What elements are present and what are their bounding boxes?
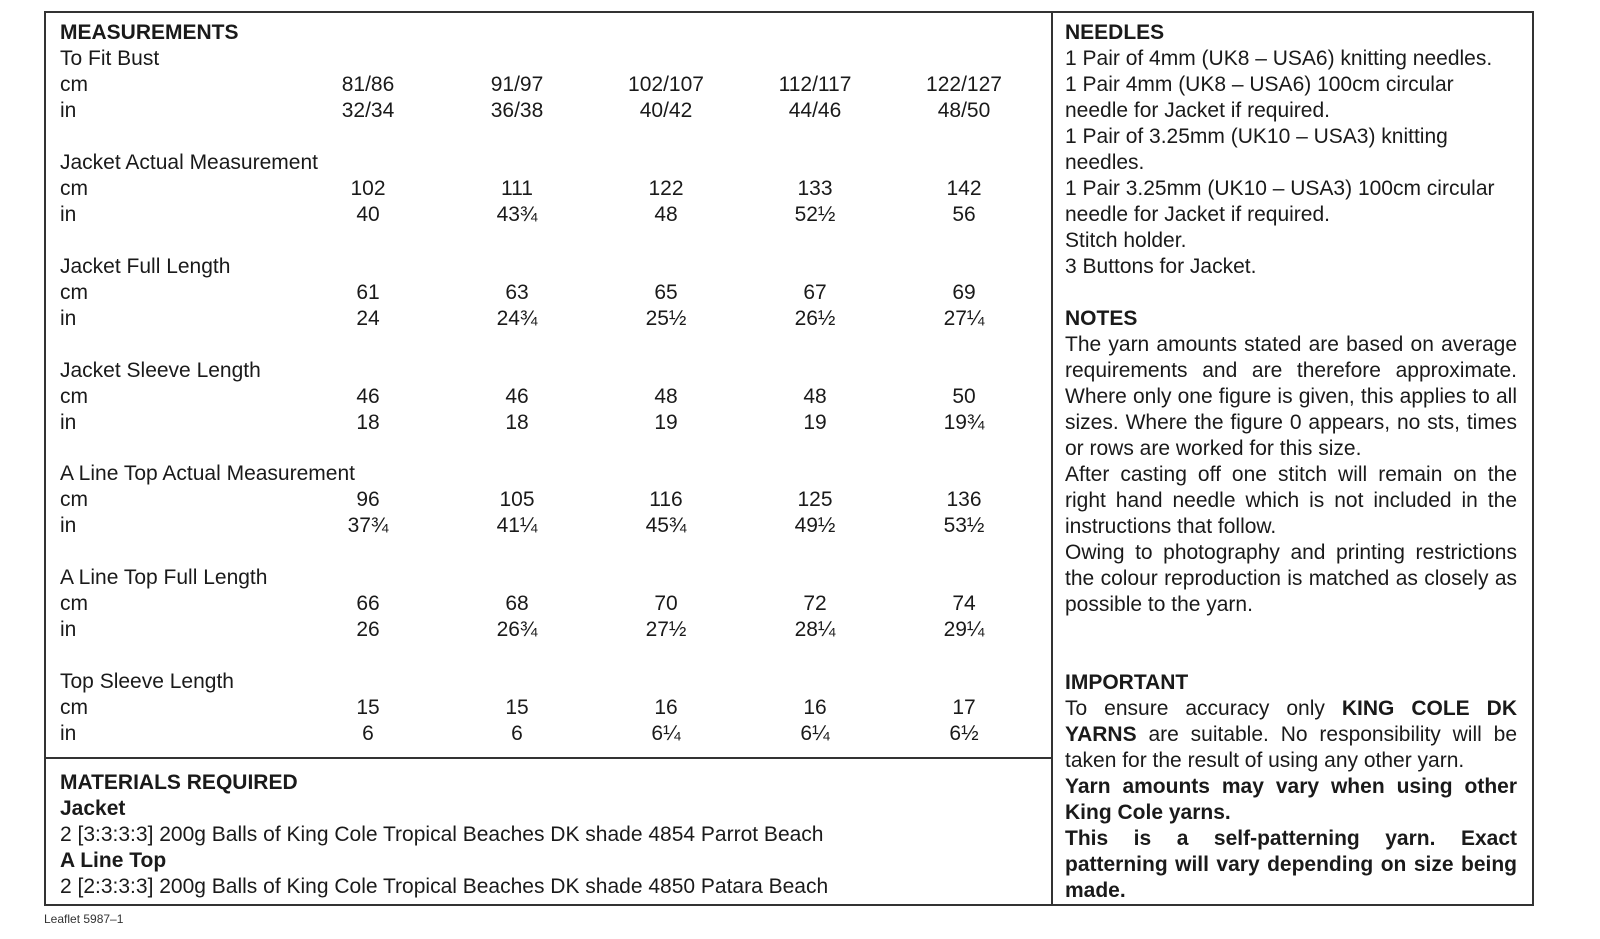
unit-in: in [60, 722, 77, 745]
value-cm: 133 [797, 177, 833, 200]
value-in: 24 [356, 307, 380, 330]
jacket-label: Jacket [60, 797, 126, 820]
unit-cm: cm [60, 73, 88, 96]
leaflet-footer: Leaflet 5987–1 [44, 912, 124, 926]
value-cm: 102 [350, 177, 386, 200]
unit-cm: cm [60, 488, 88, 511]
needles-heading: NEEDLES [1065, 21, 1165, 44]
needle-item: Stitch holder. [1065, 229, 1187, 252]
value-cm: 136 [946, 488, 982, 511]
notes-section [1065, 306, 1517, 618]
measurements-heading: MEASUREMENTS [60, 21, 239, 44]
value-in: 56 [952, 203, 976, 226]
value-cm: 15 [356, 696, 380, 719]
value-in: 19¾ [943, 411, 985, 434]
size-in: 44/46 [788, 99, 842, 122]
size-cm: 122/127 [926, 73, 1002, 96]
important-brand: KING COLE DK YARNS [1065, 697, 1517, 746]
value-cm: 116 [649, 488, 683, 511]
measurement-label: Jacket Actual Measurement [60, 151, 318, 174]
important-heading: IMPORTANT [1065, 671, 1189, 694]
value-cm: 46 [356, 385, 380, 408]
value-in: 19 [654, 411, 678, 434]
value-cm: 105 [499, 488, 535, 511]
value-in: 6½ [949, 722, 979, 745]
value-in: 29¼ [943, 618, 985, 641]
value-cm: 63 [505, 281, 529, 304]
fit-bust-label: To Fit Bust [60, 47, 160, 70]
unit-cm: cm [60, 177, 88, 200]
value-in: 24¾ [496, 307, 538, 330]
value-cm: 16 [654, 696, 678, 719]
value-cm: 68 [505, 592, 529, 615]
value-cm: 65 [654, 281, 678, 304]
measurement-label: Jacket Sleeve Length [60, 359, 261, 382]
value-in: 53½ [943, 514, 985, 537]
important-paragraph [1065, 696, 1517, 774]
value-cm: 61 [356, 281, 380, 304]
unit-cm: cm [60, 281, 88, 304]
value-in: 19 [803, 411, 827, 434]
notes-paragraph: The yarn amounts stated are based on average requirements and are therefore approximate. Where only one figure is given, this applies to all sizes. Where the figure 0 appears, no sts, times or rows are worked for this size. [1065, 333, 1517, 460]
value-in: 18 [505, 411, 529, 434]
value-cm: 70 [654, 592, 678, 615]
size-in: 48/50 [937, 99, 991, 122]
measurement-label: Top Sleeve Length [60, 670, 234, 693]
needle-item: 1 Pair 3.25mm (UK10 – USA3) 100cm circular needle for Jacket if required. [1065, 177, 1495, 226]
unit-in: in [60, 514, 77, 537]
value-in: 45¾ [645, 514, 687, 537]
value-in: 6 [362, 722, 374, 745]
needle-item: 3 Buttons for Jacket. [1065, 255, 1257, 278]
materials-heading: MATERIALS REQUIRED [60, 771, 298, 794]
value-in: 41¼ [496, 514, 538, 537]
notes-paragraph: After casting off one stitch will remain on the right hand needle which is not included in the instructions that follow. [1065, 463, 1517, 538]
measurement-label: A Line Top Actual Measurement [60, 462, 355, 485]
value-cm: 125 [797, 488, 833, 511]
value-in: 6¼ [651, 722, 681, 745]
value-in: 27¼ [943, 307, 985, 330]
value-in: 26 [356, 618, 380, 641]
value-cm: 50 [952, 385, 976, 408]
important-paragraph: This is a self-patterning yarn. Exact patterning will vary depending on size being made. [1065, 827, 1517, 902]
value-cm: 48 [654, 385, 678, 408]
needle-item: 1 Pair of 3.25mm (UK10 – USA3) knitting needles. [1065, 125, 1448, 174]
size-cm: 81/86 [341, 73, 395, 96]
size-in: 40/42 [639, 99, 693, 122]
value-cm: 142 [946, 177, 982, 200]
value-in: 25½ [645, 307, 687, 330]
value-in: 40 [356, 203, 380, 226]
value-in: 26¾ [496, 618, 538, 641]
value-in: 18 [356, 411, 380, 434]
top-materials: 2 [2:3:3:3] 200g Balls of King Cole Tropical Beaches DK shade 4850 Patara Beach [60, 875, 829, 898]
value-cm: 69 [952, 281, 976, 304]
size-cm: 112/117 [778, 73, 852, 96]
top-label: A Line Top [60, 849, 167, 872]
value-cm: 46 [505, 385, 529, 408]
size-cm: 91/97 [490, 73, 544, 96]
value-in: 48 [654, 203, 678, 226]
needles-section [1065, 20, 1517, 280]
value-in: 43¾ [496, 203, 538, 226]
value-in: 6¼ [800, 722, 830, 745]
unit-in: in [60, 99, 77, 122]
section-divider [44, 757, 1052, 759]
important-paragraph: Yarn amounts may vary when using other King Cole yarns. [1065, 775, 1517, 824]
value-cm: 72 [803, 592, 827, 615]
value-in: 49½ [794, 514, 836, 537]
value-cm: 122 [648, 177, 684, 200]
important-text: are suitable. No responsibility will be taken for the result of using any other yarn. [1065, 723, 1517, 772]
value-cm: 67 [803, 281, 827, 304]
value-cm: 111 [501, 177, 533, 200]
value-in: 26½ [794, 307, 836, 330]
needle-item: 1 Pair 4mm (UK8 – USA6) 100cm circular needle for Jacket if required. [1065, 73, 1454, 122]
notes-paragraph: Owing to photography and printing restrictions the colour reproduction is matched as closely as possible to the yarn. [1065, 541, 1517, 616]
value-cm: 15 [505, 696, 529, 719]
size-cm: 102/107 [628, 73, 704, 96]
value-cm: 66 [356, 592, 380, 615]
measurement-label: A Line Top Full Length [60, 566, 268, 589]
value-in: 27½ [645, 618, 687, 641]
value-cm: 74 [952, 592, 976, 615]
value-in: 52½ [794, 203, 836, 226]
value-cm: 48 [803, 385, 827, 408]
value-cm: 96 [356, 488, 380, 511]
unit-in: in [60, 307, 77, 330]
unit-cm: cm [60, 696, 88, 719]
value-in: 37¾ [347, 514, 389, 537]
value-cm: 17 [952, 696, 976, 719]
value-cm: 16 [803, 696, 827, 719]
notes-heading: NOTES [1065, 307, 1138, 330]
jacket-materials: 2 [3:3:3:3] 200g Balls of King Cole Tropical Beaches DK shade 4854 Parrot Beach [60, 823, 824, 846]
unit-in: in [60, 203, 77, 226]
important-text: To ensure accuracy only [1065, 697, 1342, 720]
needle-item: 1 Pair of 4mm (UK8 – USA6) knitting needles. [1065, 47, 1493, 70]
unit-in: in [60, 618, 77, 641]
unit-cm: cm [60, 385, 88, 408]
value-in: 6 [511, 722, 523, 745]
important-section [1065, 670, 1517, 904]
value-in: 28¼ [794, 618, 836, 641]
unit-in: in [60, 411, 77, 434]
measurement-label: Jacket Full Length [60, 255, 231, 278]
column-divider [1051, 11, 1053, 906]
unit-cm: cm [60, 592, 88, 615]
size-in: 32/34 [341, 99, 395, 122]
size-in: 36/38 [490, 99, 544, 122]
